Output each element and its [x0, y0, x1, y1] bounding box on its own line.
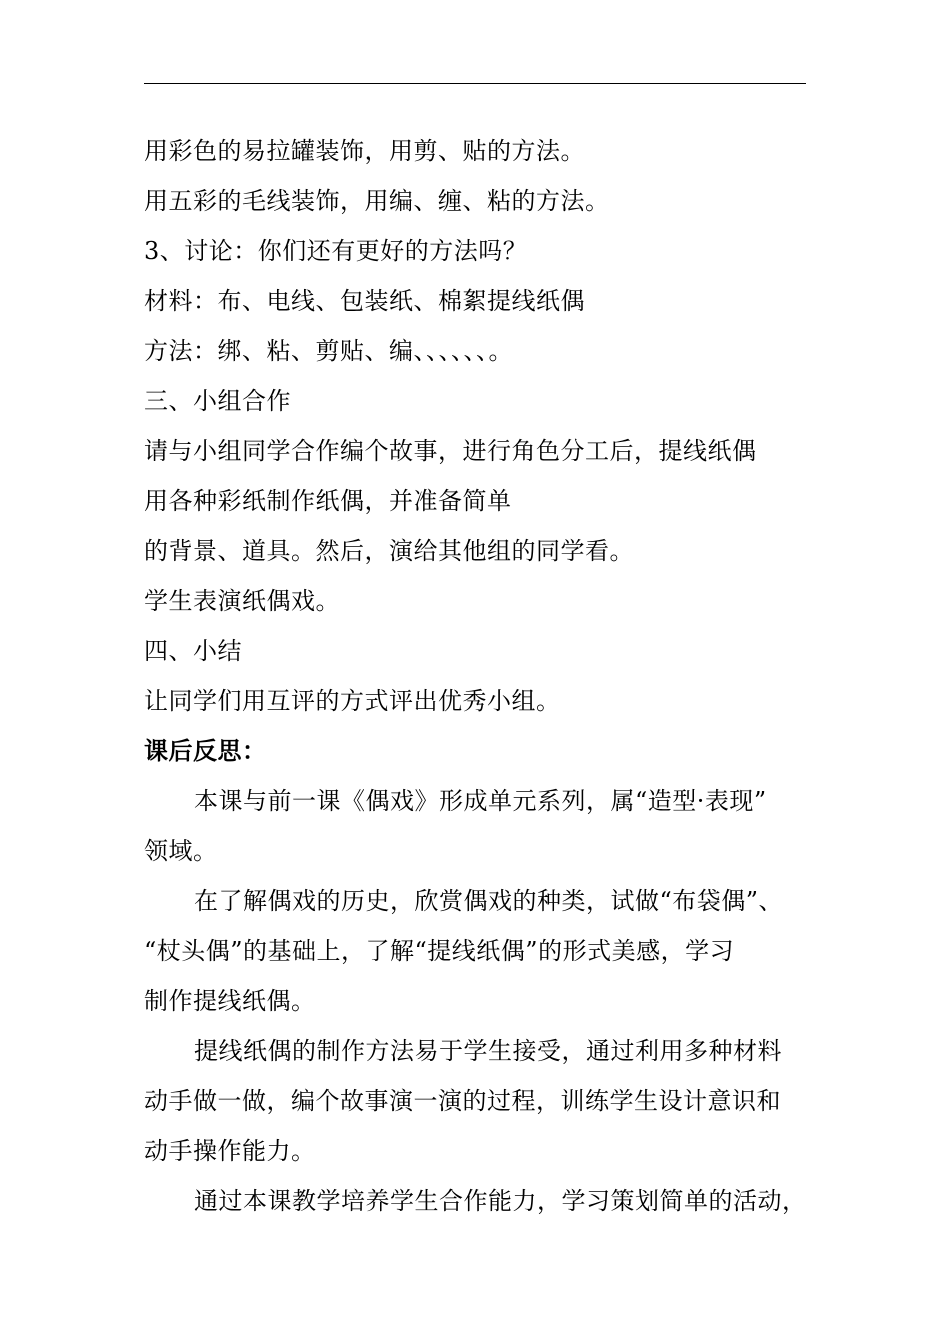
text-line: 用各种彩纸制作纸偶，并准备简单	[144, 487, 512, 515]
paragraph-line: “杖头偶”的基础上，了解“提线纸偶”的形式美感，学习	[144, 937, 735, 965]
text-line: 材料：布、电线、包装纸、棉絮提线纸偶	[144, 287, 585, 315]
section-heading: 三、小组合作	[144, 387, 291, 415]
text-line: 让同学们用互评的方式评出优秀小组。	[144, 687, 561, 715]
document-body	[144, 126, 834, 1226]
text-line: 请与小组同学合作编个故事，进行角色分工后，提线纸偶	[144, 437, 757, 465]
reflection-heading: 课后反思：	[144, 736, 267, 765]
paragraph-line: 在了解偶戏的历史，欣赏偶戏的种类，试做“布袋偶”、	[194, 887, 784, 915]
text-line: 学生表演纸偶戏。	[144, 587, 340, 615]
text-line: 方法：绑、粘、剪贴、编、、、、、、。	[144, 337, 513, 365]
text-line: 3、讨论：你们还有更好的方法吗？	[144, 237, 528, 265]
paragraph-line: 领域。	[144, 837, 218, 865]
section-heading: 四、小结	[144, 637, 242, 665]
text-line: 的背景、道具。然后，演给其他组的同学看。	[144, 537, 634, 565]
paragraph-line: 动手做一做，编个故事演一演的过程，训练学生设计意识和	[144, 1087, 781, 1115]
paragraph-line: 制作提线纸偶。	[144, 987, 316, 1015]
text-line: 用彩色的易拉罐装饰，用剪、贴的方法。	[144, 137, 585, 165]
text-line: 用五彩的毛线装饰，用编、缠、粘的方法。	[144, 187, 610, 215]
paragraph-line: 动手操作能力。	[144, 1137, 316, 1165]
paragraph-line: 提线纸偶的制作方法易于学生接受，通过利用多种材料	[194, 1037, 782, 1065]
header-rule	[144, 83, 806, 84]
paragraph-line: 通过本课教学培养学生合作能力，学习策划简单的活动，	[194, 1187, 807, 1215]
paragraph-line: 本课与前一课《偶戏》形成单元系列，属“造型·表现”	[194, 787, 767, 815]
